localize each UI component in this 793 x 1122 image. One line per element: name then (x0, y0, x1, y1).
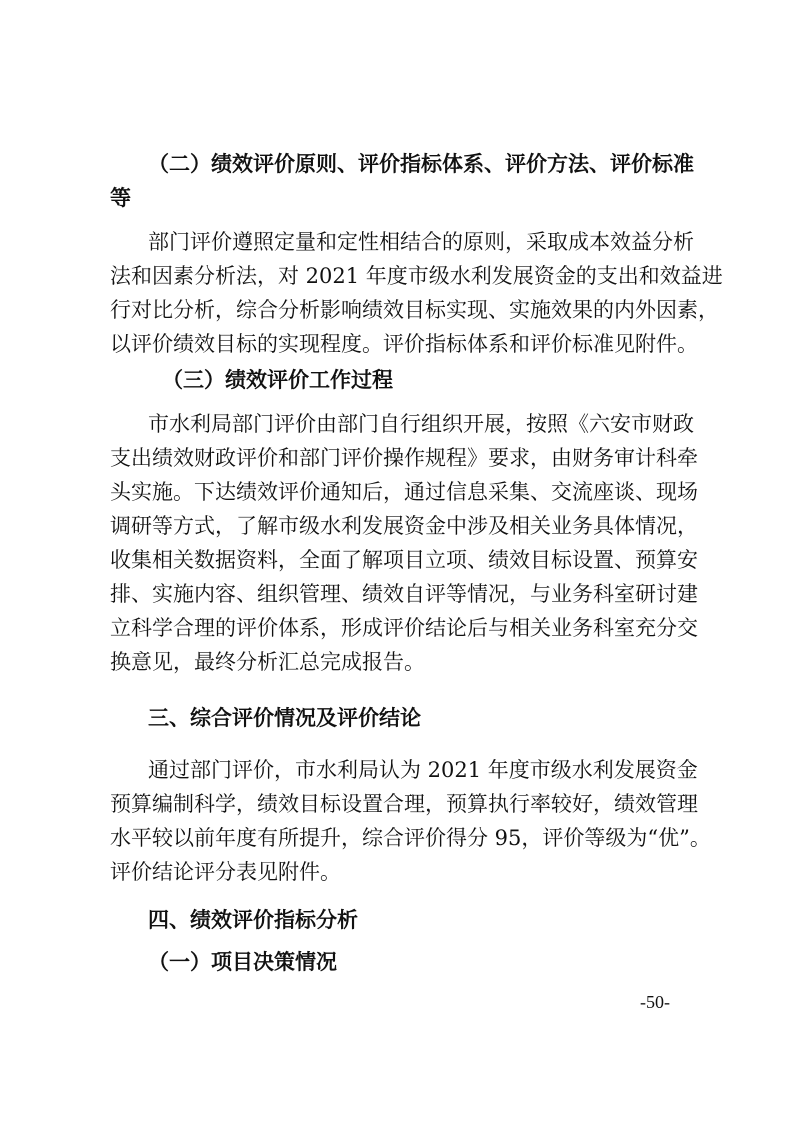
paragraph-line: 换意见，最终分析汇总完成报告。 (110, 650, 425, 674)
paragraph-line: 收集相关数据资料，全面了解项目立项、绩效目标设置、预算安 (110, 548, 698, 572)
section-heading-3: 三、综合评价情况及评价结论 (148, 706, 421, 730)
section-heading-2-2-continued: 等 (110, 186, 131, 210)
paragraph-line: 头实施。下达绩效评价通知后，通过信息采集、交流座谈、现场 (110, 480, 698, 504)
paragraph-line: 通过部门评价，市水利局认为 2021 年度市级水利发展资金 (148, 758, 698, 782)
paragraph-line: 部门评价遵照定量和定性相结合的原则，采取成本效益分析 (148, 230, 694, 254)
section-heading-4-1: （一）项目决策情况 (148, 950, 337, 974)
section-heading-2-3: （三）绩效评价工作过程 (162, 368, 393, 392)
paragraph-line: 预算编制科学，绩效目标设置合理，预算执行率较好，绩效管理 (110, 792, 698, 816)
paragraph-line: 评价结论评分表见附件。 (110, 860, 341, 884)
paragraph-line: 以评价绩效目标的实现程度。评价指标体系和评价标准见附件。 (110, 332, 698, 356)
section-heading-2-2: （二）绩效评价原则、评价指标体系、评价方法、评价标准 (148, 152, 694, 176)
paragraph-line: 立科学合理的评价体系，形成评价结论后与相关业务科室充分交 (110, 616, 698, 640)
paragraph-line: 水平较以前年度有所提升，综合评价得分 95，评价等级为“优”。 (110, 826, 711, 850)
section-heading-4: 四、绩效评价指标分析 (148, 908, 358, 932)
page-number: -50- (640, 992, 670, 1012)
paragraph-line: 市水利局部门评价由部门自行组织开展，按照《六安市财政 (148, 412, 694, 436)
paragraph-line: 排、实施内容、组织管理、绩效自评等情况，与业务科室研讨建 (110, 582, 698, 606)
paragraph-line: 行对比分析，综合分析影响绩效目标实现、实施效果的内外因素， (110, 298, 719, 322)
paragraph-line: 调研等方式，了解市级水利发展资金中涉及相关业务具体情况， (110, 514, 698, 538)
paragraph-line: 支出绩效财政评价和部门评价操作规程》要求，由财务审计科牵 (110, 446, 698, 470)
paragraph-line: 法和因素分析法，对 2021 年度市级水利发展资金的支出和效益进 (110, 264, 723, 288)
